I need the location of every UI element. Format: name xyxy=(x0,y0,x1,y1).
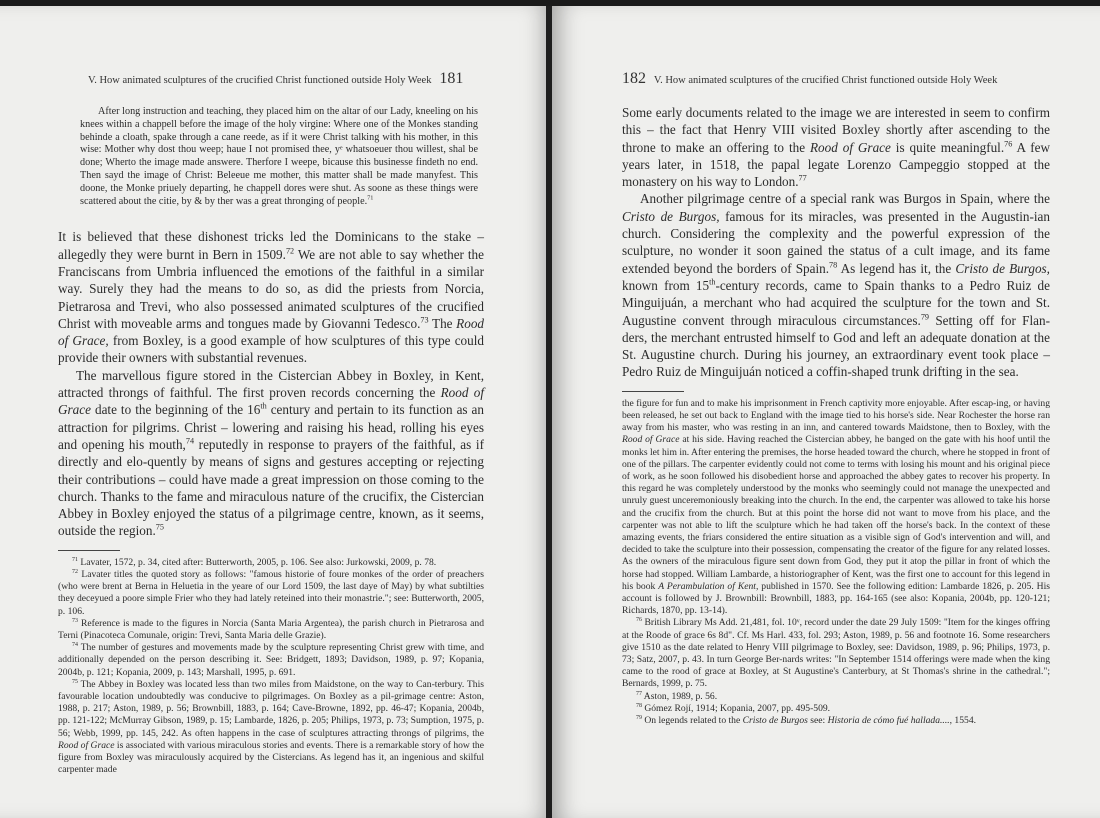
running-header-title: V. How animated sculptures of the crucified Christ functioned outside Holy Week xyxy=(88,75,432,86)
body-paragraph: It is believed that these dishonest tricks led the Dominicans to the stake – allegedly they were burnt in Bern in 1509.72 We are not able to say whether the Franciscans from Umbria influenced the emotions of the faithful in a similar way. Surely they had the means to do so, as did the priests from Norcia, Pietrarosa and Trevi, who also possessed animated sculptures of the crucified Christ with moveable arms and tongues made by Giovanni Tedesco.$^{73}$ The Rood of Grace, from Boxley, is a good example of how sculptures of this type could provide their owners with substantial revenues. xyxy=(58,229,485,366)
footnote-continuation: the figure for fun and to make his imprisonment in French captivity more enjoyable. After escap-ing, or having been released, he set out back to England with the image tied to his horse's side. Near Rochester the horse ran away from his master, who was resting in an inn, and cantered towards Maidstone, then to Boxley, with the Rood of Grace at his side. Having reached the Cistercian abbey, he banged on the gate with his hoof until the monks let him in. After entering the premises, the horse headed toward the church, where he stopped in front of one of the pillars. The carpenter evidently could not come to terms with losing his mount and his original piece of work, as he soon followed his disobedient horse and approached the abbey gates to recover his property. In this regard he was completely understood by the monks who seemingly could not manage the unexpected and unruly guest unceremoniously breaking into the church. In the end, the carpenter was allowed to take his horse and the crucifix from the church. But at this point the horse did not want to move from his place, and the carpenter was not able to lift the sculpture which he had taken off the horse's back. In the context of these amazing events, the friars considered the entire situation as a visible sign of God's intervention and will, and decided to take the sculpture into their possession, compensating the creator of the figure for any related losses. As the owners of the miraculous figure sent down from God, they put it atop the pillar in front of which the horse had stopped. William Lambarde, a historiographer of Kent, was the first one to account for this legend in his book A Perambulation of Kent, published in 1570. See the following edition: Lambarde 1826, p. 205. His account is followed by J. Brownbill: Brownbill, 1883, pp. 164-165 (see also: Kopania, 2004b, pp. 120-121; Richards, 1870, pp. 13-14). xyxy=(622,397,1050,617)
footnote: $^{75}$ The Abbey in Boxley was located less than two miles from Maidstone, on the way to Can-terbury. This favourable location undoubtedly was conducive to pilgrimages. On Boxley as a pil-grimage centre: Aston, 1988, p. 217; Aston, 1989, p. 56; Brownbill, 1883, p. 164; Cave-Browne, 1892, pp. 46-47; Kopania, 2004b, pp. 121-122; McMurray Gibson, 1989, p. 15; Lambarde, 1826, p. 205; Philips, 1973, p. 73; Sumption, 1975, p. 56; Webb, 1999, pp. 145, 242. As often happens in the case of sculptures attracting throngs of pilgrims, the Rood of Grace is associated with various miraculous stories and events. There is a remarkable story of how the figure from Boxley was miraculously acquired by the Cistercians. As legend has it, an ingenious and skilful carpenter made xyxy=(58,678,484,776)
footnote-ref: 73 xyxy=(420,315,429,325)
running-header-title: V. How animated sculptures of the crucified Christ functioned outside Holy Week xyxy=(653,75,998,86)
work-title: Rood of Grace xyxy=(622,434,680,446)
work-title: Rood of Grace, xyxy=(58,315,485,349)
work-title: Cristo de Burgos, xyxy=(955,260,1050,276)
body-paragraph: The marvellous figure stored in the Cistercian Abbey in Boxley, in Kent, attracted throngs of faithful. The first proven records concerning the Rood of Grace date to the beginning of the 16th century and pertain to its function as an attraction for pilgrims. Christ – lowering and raising his head, rolling his eyes and opening his mouth,$^{74}$ reputedly in response to prayers of the faithful, as if directly and elo-quently by means of signs and gestures accepting or rejecting their contributions – could have made a great impression on those coming to the church. Thanks to the fame and miraculous nature of the crucifix, the Cistercian Abbey in Boxley enjoyed the status of a pilgrimage centre, known, as it seems, outside the region.$^{75}$ xyxy=(58,367,484,539)
footnote-ref: 72 xyxy=(285,246,295,256)
work-title: Cristo de Burgos xyxy=(742,715,808,727)
footnote-ref: 74 xyxy=(185,436,195,446)
footnote-ref: 76 xyxy=(1004,139,1013,149)
right-page xyxy=(552,6,1100,818)
left-text-column xyxy=(58,106,484,776)
footnote: $^{77}$ Aston, 1989, p. 56. xyxy=(636,690,718,702)
footnote-ref: 78 xyxy=(829,260,838,270)
work-title: Cristo de Burgos, xyxy=(622,208,720,224)
work-title: Historia de cómo fué hallada.... xyxy=(827,715,950,727)
running-header-right xyxy=(622,70,997,88)
block-quote xyxy=(80,106,478,208)
footnote-separator xyxy=(622,391,684,392)
running-header-left xyxy=(88,70,463,88)
work-title: Rood of Grace xyxy=(809,139,891,155)
page-number: 182 xyxy=(622,70,646,87)
left-page xyxy=(0,6,552,818)
footnote-ref: 71 xyxy=(367,194,374,202)
footnote-ref: 77 xyxy=(798,173,807,183)
work-title: A Perambulation of Kent, xyxy=(658,580,759,592)
footnote: $^{74}$ The number of gestures and movements made by the sculpture representing Christ grew with time, and additionally depended on the person describing it. See: Bridgett, 1893; Davidson, 1989, p. 97; Kopania, 2004b, p. 121; Kopania, 2009, p. 143; Marshall, 1995, p. 691. xyxy=(58,641,484,678)
footnote: $^{72}$ Lavater titles the quoted story as follows: "famous historie of foure monkes of the order of preachers (who were brent at Berna in Heluetia in the yeare of our Lord 1509, the last daye of May) by what subtilties they deceyued a poore simple Frier who they had lately reteined into their monastrie."; see: Butterworth, 2005, p. 106. xyxy=(58,568,484,617)
footnote-separator xyxy=(58,550,120,551)
page-number: 181 xyxy=(439,70,464,87)
footnote-ref: 79 xyxy=(920,312,930,322)
quote-text: After long instruction and teaching, they placed him on the altar of our Lady, kneeling on his knees within a chappell before the image of the holy virgine: Where one of the Monkes standing behinde a cloath, spake through a cane reede, as if it were Christ talking with his mother, in this wise: Mother why dost thou weep; haue I not promised thee, yᵉ whatsoeuer thou willest, shal be done; Wherto the image made answere. Therfore I weepe, bicause this businesse findeth no end. Then sayd the image of Christ: Beleeue me mother, this matter shall be made manyfest. This doone, the Monke priuely departing, he chappell dores were shut. As soone as these things were scattered about the citie, by & by ther was a great thronging of people. xyxy=(80,106,478,207)
work-title: Rood of Grace xyxy=(58,739,115,751)
footnote: $^{71}$ Lavater, 1572, p. 34, cited after: Butterworth, 2005, p. 106. See also: Jurkowski, 2009, p. 78. xyxy=(72,556,437,568)
footnote: $^{76}$ British Library Ms Add. 21,481, fol. 10ᵛ, record under the date 29 July 1509: "Item for the kinges offring at the Roode of grace 6s 8d". Cf. Ms Harl. 433, fol. 293; Aston, 1989, p. 56 and footnote 16. Some researchers give 1510 as the date related to Henry VIII pilgrimage to Boxley, see: Davidson, 1989, p. 96; Philips, 1973, p. 73; Satz, 2007, p. 43. In turn George Ber-nards writes: "In September 1514 offerings were made when the king came to the rood of grace at Boxley, at St Augustine's Canterbury, at St Thomas's shrine in the cathedral."; Bernards, 1999, p. 75. xyxy=(622,617,1050,690)
footnote: $^{79}$ On legends related to the Cristo de Burgos see: Historia de cómo fué hallada...., 1554. xyxy=(636,714,977,727)
footnote-ref: 75 xyxy=(155,523,164,533)
body-paragraph: Another pilgrimage centre of a special rank was Burgos in Spain, where the Cristo de Burgos, famous for its miracles, was presented in the Augustin-ian church. Considering the complexity and the powerful expression of the sculpture, no wonder it soon gained the status of a cult image, and its fame extended beyond the borders of Spain.$^{78}$ As legend has it, the Cristo de Burgos, known from 15th-century records, came to Spain thanks to a Pedro Ruiz de Minguijuán, a merchant who had acquired the sculpture for the town and St. Augustine convent through miraculous circumstances.$^{79}$ Setting off for Flan-ders, the merchant entrusted himself to God and left an adequate donation at the St. Augustine church. During his journey, an extraordinary event took place – Pedro Ruiz de Minguijuán noticed a coffin-shaped trunk drifting in the sea. xyxy=(622,191,1050,380)
right-text-column xyxy=(622,104,1050,727)
work-title: Rood of Grace xyxy=(58,385,484,418)
footnote: $^{78}$ Gómez Rojí, 1914; Kopania, 2007, pp. 495-509. xyxy=(636,702,831,714)
body-paragraph: Some early documents related to the image we are interested in seem to confirm this – the fact that Henry VIII visited Boxley shortly after ascending to the throne to make an offering to the Rood of Grace is quite meaningful.$^{76}$ A few years later, in 1518, the papal legate Lorenzo Campeggio stopped at the monastery on his way to London.$^{77}$ xyxy=(622,105,1050,190)
footnote: $^{73}$ Reference is made to the figures in Norcia (Santa Maria Argentea), the parish church in Pietrarosa and Terni (Pinacoteca Comunale, origin: Trevi, Santa Maria delle Grazie). xyxy=(58,617,484,641)
